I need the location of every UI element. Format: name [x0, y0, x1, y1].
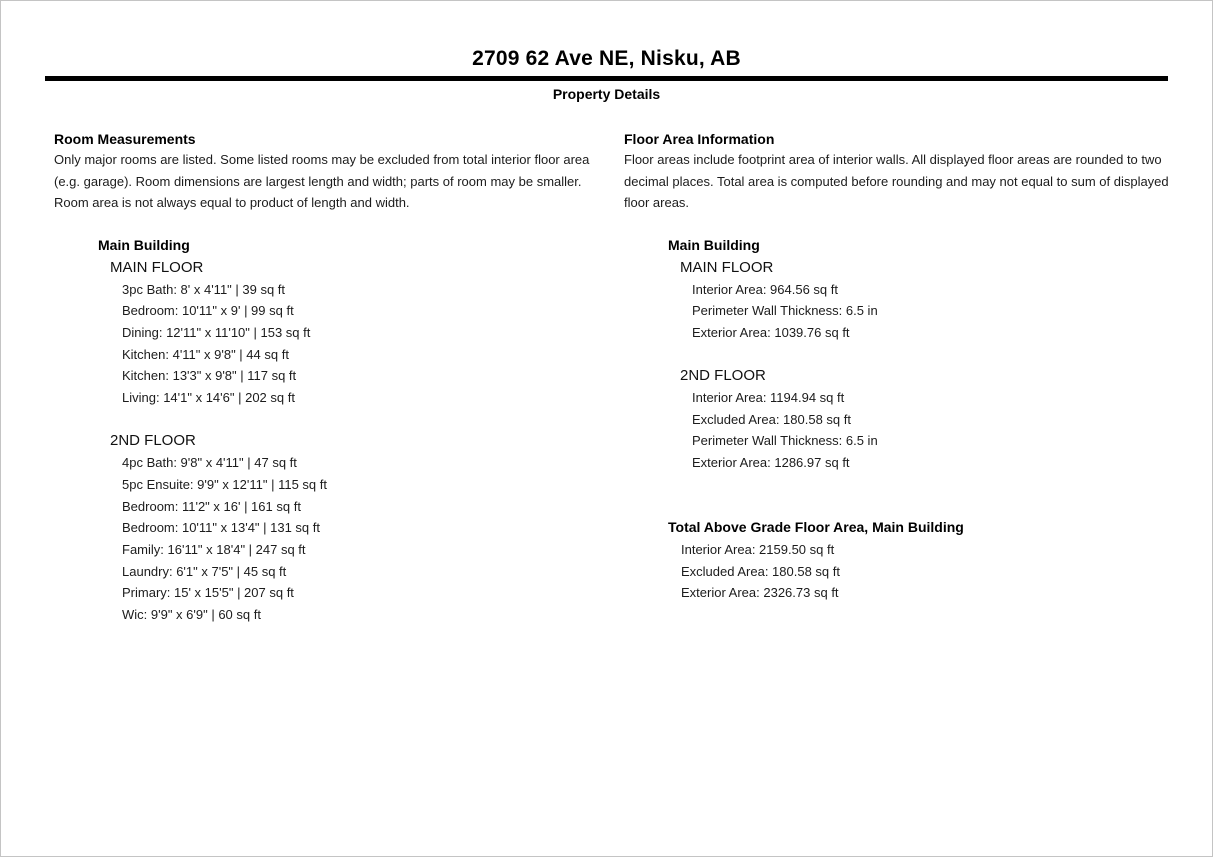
floor-name: MAIN FLOOR: [680, 258, 774, 276]
room-item: Bedroom: 11'2" x 16' | 161 sq ft: [122, 498, 301, 514]
floor-area-description: [624, 149, 1169, 214]
floor-name: 2ND FLOOR: [110, 432, 196, 450]
area-stat: Exterior Area: 2326.73 sq ft: [681, 585, 839, 601]
floor-name: 2ND FLOOR: [680, 367, 766, 385]
title-divider: [45, 76, 1168, 81]
room-item: Wic: 9'9" x 6'9" | 60 sq ft: [122, 607, 261, 623]
area-stat: Perimeter Wall Thickness: 6.5 in: [692, 433, 878, 449]
description-line: Room area is not always equal to product of length and width.: [54, 195, 410, 211]
room-item: 5pc Ensuite: 9'9" x 12'11" | 115 sq ft: [122, 476, 327, 492]
building-name: Main Building: [98, 237, 190, 254]
area-stat: Exterior Area: 1039.76 sq ft: [692, 324, 850, 340]
area-stat: Excluded Area: 180.58 sq ft: [681, 563, 840, 579]
description-line: decimal places. Total area is computed before rounding and may not equal to sum of displayed: [624, 173, 1169, 189]
second-floor-rooms-block: [54, 430, 624, 625]
area-stat: Interior Area: 1194.94 sq ft: [692, 390, 845, 406]
description-line: floor areas.: [624, 195, 690, 211]
room-item: Dining: 12'11" x 11'10" | 153 sq ft: [122, 324, 311, 340]
area-stat: Exterior Area: 1286.97 sq ft: [692, 455, 850, 471]
page-subtitle: Property Details: [552, 86, 661, 102]
room-item: Family: 16'11" x 18'4" | 247 sq ft: [122, 541, 306, 557]
area-stat: Excluded Area: 180.58 sq ft: [692, 411, 851, 427]
total-above-grade-block: [624, 517, 1169, 604]
floor-area-information-section: [624, 131, 1169, 626]
room-measurements-heading: Room Measurements: [54, 131, 196, 147]
main-floor-areas-block: [624, 257, 1169, 344]
total-above-grade-heading: Total Above Grade Floor Area, Main Building: [668, 519, 964, 536]
room-item: Laundry: 6'1" x 7'5" | 45 sq ft: [122, 563, 287, 579]
room-item: 4pc Bath: 9'8" x 4'11" | 47 sq ft: [122, 455, 297, 471]
second-floor-areas-block: [624, 365, 1169, 474]
main-floor-rooms-block: [54, 257, 624, 409]
page-title: 2709 62 Ave NE, Nisku, AB: [472, 47, 741, 70]
area-stat: Interior Area: 964.56 sq ft: [692, 281, 838, 297]
description-line: Floor areas include footprint area of interior walls. All displayed floor areas are rounded to two: [624, 152, 1162, 167]
description-line: Only major rooms are listed. Some listed rooms may be excluded from total interior floor area: [54, 152, 590, 167]
floor-area-heading: Floor Area Information: [624, 131, 775, 147]
area-stat: Perimeter Wall Thickness: 6.5 in: [692, 303, 878, 319]
room-measurements-description: [54, 149, 624, 214]
description-line: (e.g. garage). Room dimensions are largest length and width; parts of room may be smaller.: [54, 173, 582, 189]
room-item: Primary: 15' x 15'5" | 207 sq ft: [122, 585, 294, 601]
room-item: Bedroom: 10'11" x 13'4" | 131 sq ft: [122, 520, 321, 536]
room-item: Bedroom: 10'11" x 9' | 99 sq ft: [122, 303, 294, 319]
content-columns: [1, 131, 1212, 626]
room-item: Living: 14'1" x 14'6" | 202 sq ft: [122, 390, 295, 406]
room-item: Kitchen: 13'3" x 9'8" | 117 sq ft: [122, 368, 297, 384]
floor-name: MAIN FLOOR: [110, 258, 204, 276]
building-name: Main Building: [668, 237, 760, 254]
room-item: 3pc Bath: 8' x 4'11" | 39 sq ft: [122, 281, 286, 297]
room-measurements-section: [54, 131, 624, 626]
room-item: Kitchen: 4'11" x 9'8" | 44 sq ft: [122, 346, 289, 362]
area-stat: Interior Area: 2159.50 sq ft: [681, 541, 835, 557]
